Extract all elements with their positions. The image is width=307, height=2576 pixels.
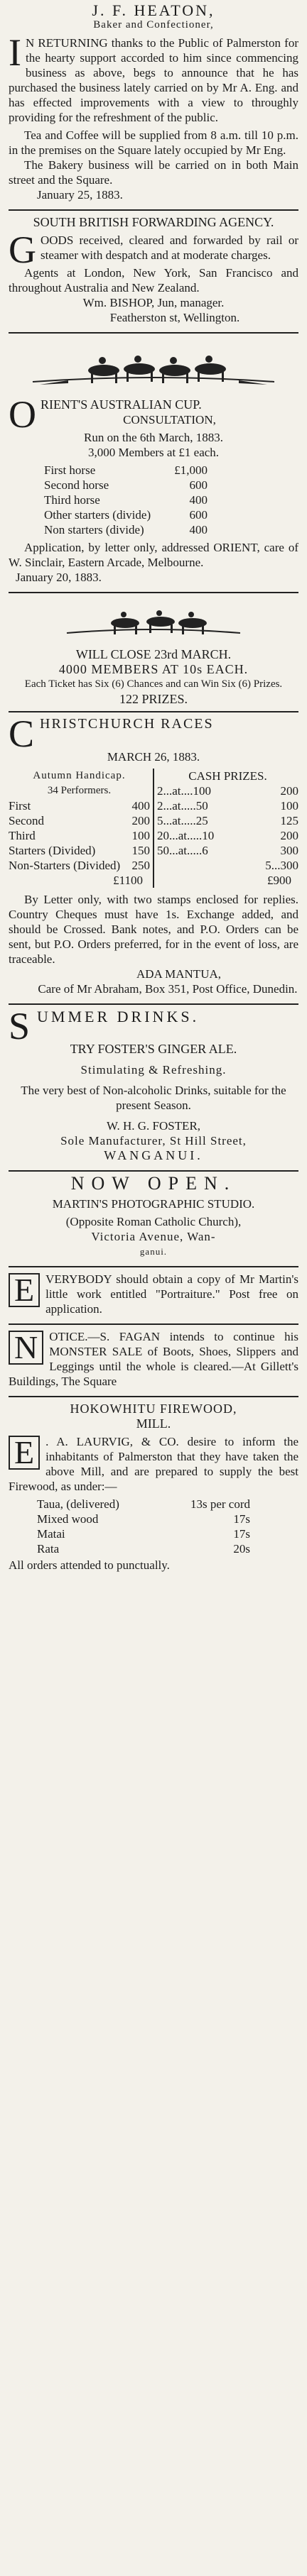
- notice-advert: [9, 1329, 298, 1389]
- newspaper-column: [9, 0, 298, 1573]
- divider: [9, 1170, 298, 1172]
- now-title: NOW OPEN.: [70, 1173, 237, 1194]
- hokowhitu-price-table: [37, 1497, 250, 1556]
- everybody-dropcap: E: [9, 1273, 40, 1307]
- summer-name: W. H. G. FOSTER,: [106, 1119, 201, 1133]
- divider: [9, 711, 298, 712]
- cup-prize-count: 122 PRIZES.: [119, 692, 188, 706]
- orient-prize-row-label: Non starters (divide): [44, 523, 144, 536]
- orient-application: Application, by letter only, addressed ORIENT, care of W. Sinclair, Eastern Arcade, Melbourne.: [9, 541, 298, 569]
- cup-left-row: [9, 828, 150, 843]
- orient-title: RIENT'S AUSTRALIAN CUP.: [41, 397, 202, 412]
- orient-date: January 20, 1883.: [16, 571, 102, 584]
- forwarding-advert: [9, 215, 298, 325]
- cup-left-row-label: First: [9, 799, 31, 813]
- cup-right-row-value: 200: [280, 784, 298, 798]
- orient-prize-row-value: 400: [189, 523, 208, 536]
- notice-body: OTICE.—S. FAGAN intends to continue his MONSTER SALE of Boots, Shoes, Slippers and Leggings until the whole is cleared.—At Gillett's Buildings, The Square: [9, 1330, 298, 1388]
- orient-subtitle: CONSULTATION,: [123, 413, 216, 426]
- orient-prize-row-value: 400: [189, 493, 208, 507]
- orient-members: 3,000 Members at £1 each.: [87, 446, 220, 459]
- cup-care: Care of Mr Abraham, Box 351, Post Office, Dunedin.: [38, 982, 298, 996]
- cup-right-row-value: 200: [280, 829, 298, 842]
- firewood-price-row: [37, 1526, 250, 1541]
- cup-right-row-value: 300: [280, 844, 298, 857]
- cup-left-column: [9, 769, 150, 888]
- divider: [9, 1003, 298, 1005]
- summer-maker: Sole Manufacturer, St Hill Street,: [60, 1134, 247, 1147]
- firewood-price-row: [37, 1512, 250, 1526]
- firewood-price-row-label: Matai: [37, 1527, 65, 1541]
- forwarding-address: Featherston st, Wellington.: [109, 311, 240, 324]
- cup-right-row: [157, 813, 298, 828]
- cup-prize-columns: [9, 769, 298, 888]
- cup-left-row-value: 250: [131, 859, 150, 872]
- cup-title: HRISTCHURCH RACES: [40, 716, 214, 732]
- forwarding-dropcap: G: [9, 229, 36, 271]
- heaton-bakery: The Bakery business will be carried on in both Main street and the Square.: [9, 158, 298, 187]
- cup-right-row: [157, 843, 298, 858]
- cup-left-row: [9, 813, 150, 828]
- now-town: ganui.: [139, 1246, 168, 1257]
- cup-close: WILL CLOSE 23rd MARCH.: [75, 647, 232, 661]
- notice-dropcap: N: [9, 1331, 43, 1365]
- summer-tag: Stimulating & Refreshing.: [80, 1063, 227, 1077]
- summer-title: UMMER DRINKS.: [37, 1008, 200, 1025]
- summer-body: The very best of Non-alcoholic Drinks, suitable for the present Season.: [21, 1084, 286, 1112]
- forwarding-agents: Agents at London, New York, San Francisco and throughout Australia and New Zealand.: [9, 266, 298, 295]
- firewood-price-row-value: 13s per cord: [190, 1497, 250, 1511]
- heaton-subtitle: Baker and Confectioner,: [93, 19, 214, 31]
- heaton-tea: Tea and Coffee will be supplied from 8 a.m. till 10 p.m. in the premises on the Square lately occupied by Mr Eng.: [9, 128, 298, 157]
- divider: [9, 332, 298, 334]
- cup-right-row: [157, 783, 298, 798]
- firewood-price-row: [37, 1541, 250, 1556]
- cup-sign: ADA MANTUA,: [136, 967, 221, 981]
- cup-right-row-label: 2...at....100: [157, 784, 212, 798]
- cup-right-row-label: 5...at.....25: [157, 814, 208, 827]
- cup-left-table: [9, 798, 150, 873]
- horse-race-engraving: [26, 338, 281, 393]
- orient-dropcap: O: [9, 393, 36, 436]
- cup-right-row-label: 20...at.....10: [157, 829, 215, 842]
- divider: [9, 209, 298, 211]
- christchurch-advert: [9, 647, 298, 996]
- hokowhitu-sub: MILL.: [136, 1416, 171, 1431]
- firewood-price-row-label: Rata: [37, 1542, 60, 1556]
- now-opp: (Opposite Roman Catholic Church),: [65, 1215, 242, 1228]
- cup-title-line: [9, 712, 298, 755]
- everybody-advert: [9, 1272, 298, 1316]
- cup-right-total: £900: [267, 874, 291, 887]
- summer-dropcap: S: [9, 1005, 33, 1047]
- divider: [9, 1323, 298, 1325]
- orient-prize-row-label: First horse: [44, 463, 96, 477]
- firewood-price-row-value: 17s: [233, 1527, 250, 1541]
- cup-letter: By Letter only, with two stamps enclosed for replies. Country Cheques must have 1s. Exchange added, and should be Crossed. Bank notes, and P.O. Orders can be sent, but P.O. Orders preferred, for in the event of loss, are traceable.: [9, 893, 298, 966]
- firewood-price-row-label: Taua, (delivered): [37, 1497, 119, 1511]
- cup-right-row-value: 5...300: [265, 859, 298, 872]
- everybody-body: VERYBODY should obtain a copy of Mr Martin's little work entitled "Portraiture." Post free on application.: [45, 1272, 298, 1316]
- horse-race-engraving: [61, 598, 246, 643]
- orient-prize-row: [44, 492, 229, 507]
- column-divider: [153, 769, 154, 888]
- summer-town: WANGANUI.: [104, 1148, 203, 1162]
- cup-date: MARCH 26, 1883.: [107, 750, 200, 764]
- forwarding-body-text: OODS received, cleared and forwarded by rail or steamer with despatch and at moderate charges.: [41, 233, 298, 262]
- orient-prize-row-value: 600: [189, 508, 208, 522]
- orient-prize-table: [44, 463, 229, 537]
- firewood-price-row: [37, 1497, 250, 1512]
- orient-prize-row-value: 600: [189, 478, 208, 492]
- orient-prize-row: [44, 478, 229, 492]
- firewood-price-row-value: 20s: [233, 1542, 250, 1556]
- summer-title-line: [9, 1005, 298, 1047]
- orient-prize-row: [44, 522, 229, 537]
- cup-members: 4000 MEMBERS AT 10s EACH.: [58, 662, 249, 676]
- orient-prize-row-label: Second horse: [44, 478, 109, 492]
- cup-right-row-value: 125: [280, 814, 298, 827]
- cup-left-sub: 34 Performers.: [47, 785, 112, 796]
- orient-advert: [9, 393, 298, 585]
- cup-left-row-value: 100: [131, 829, 150, 842]
- hokowhitu-title: HOKOWHITU FIREWOOD,: [70, 1402, 237, 1416]
- cup-left-row: [9, 798, 150, 813]
- summer-sub: TRY FOSTER'S GINGER ALE.: [70, 1042, 237, 1056]
- cup-right-row: [157, 798, 298, 813]
- orient-prize-row-label: Other starters (divide): [44, 508, 151, 522]
- cup-right-row: [157, 858, 298, 873]
- cup-left-row-label: Third: [9, 829, 36, 842]
- cup-left-total: £1100: [113, 874, 143, 887]
- heaton-body-text: N RETURNING thanks to the Public of Palmerston for the hearty support accorded to him since commencing business as above, begs to announce that he has purchased the business lately carried on by Mr A. Eng. and has effected improvements with a view to throughly providing for the refreshment of the public.: [9, 36, 298, 124]
- forwarding-title: SOUTH BRITISH FORWARDING AGENCY.: [33, 215, 274, 229]
- forwarding-body: [9, 229, 298, 271]
- heaton-body: [9, 31, 298, 125]
- hokowhitu-dropcap: E: [9, 1436, 40, 1470]
- heaton-advert: [9, 3, 298, 202]
- orient-prize-row: [44, 507, 229, 522]
- cup-right-row-label: 2...at.....50: [157, 799, 208, 813]
- orient-prize-row: [44, 463, 229, 478]
- cup-right-column: [157, 769, 298, 888]
- divider: [9, 1266, 298, 1267]
- cup-left-row-label: Second: [9, 814, 45, 827]
- cup-chances: Each Ticket has Six (6) Chances and can Win Six (6) Prizes.: [24, 678, 283, 690]
- cup-left-head: Autumn Handicap.: [33, 770, 126, 781]
- hokowhitu-body-text: . A. LAURVIG, & CO. desire to inform the inhabitants of Palmerston that they have taken the above Mill, and are prepared to supply the best Firewood, as under:—: [9, 1435, 298, 1493]
- divider: [9, 1396, 298, 1397]
- cup-right-row-label: [157, 858, 247, 873]
- now-avenue: Victoria Avenue, Wan-: [91, 1230, 216, 1243]
- cup-right-row-label: 50...at.....6: [157, 844, 208, 857]
- cup-left-row-value: 200: [131, 814, 150, 827]
- now-studio: MARTIN'S PHOTOGRAPHIC STUDIO.: [52, 1197, 255, 1211]
- cup-left-row-label: Non-Starters (Divided): [9, 859, 121, 872]
- orient-prize-row-value: £1,000: [174, 463, 208, 477]
- orient-run: Run on the 6th March, 1883.: [84, 431, 223, 444]
- cup-left-row-value: 400: [131, 799, 150, 813]
- cup-left-row: [9, 858, 150, 873]
- cup-left-row-value: 150: [131, 844, 150, 857]
- cup-right-row-value: 100: [280, 799, 298, 813]
- cup-right-row: [157, 828, 298, 843]
- divider: [9, 592, 298, 593]
- cup-right-head: CASH PRIZES.: [188, 769, 267, 783]
- cup-left-row: [9, 843, 150, 858]
- cup-right-table: [157, 783, 298, 873]
- now-open-advert: [9, 1173, 298, 1259]
- heaton-dropcap: I: [9, 31, 21, 74]
- cup-dropcap: C: [9, 712, 36, 755]
- cup-left-row-label: Starters (Divided): [9, 844, 96, 857]
- firewood-price-row-label: Mixed wood: [37, 1512, 99, 1526]
- orient-prize-row-label: Third horse: [44, 493, 100, 507]
- summer-drinks-advert: [9, 1005, 298, 1163]
- forwarding-manager: Wm. BISHOP, Jun, manager.: [82, 296, 225, 309]
- hokowhitu-footer: All orders attended to punctually.: [9, 1558, 170, 1572]
- hokowhitu-body: [9, 1434, 298, 1494]
- heaton-title: J. F. HEATON,: [92, 1, 215, 19]
- heaton-date: January 25, 1883.: [37, 188, 123, 202]
- hokowhitu-advert: [9, 1402, 298, 1573]
- firewood-price-row-value: 17s: [233, 1512, 250, 1526]
